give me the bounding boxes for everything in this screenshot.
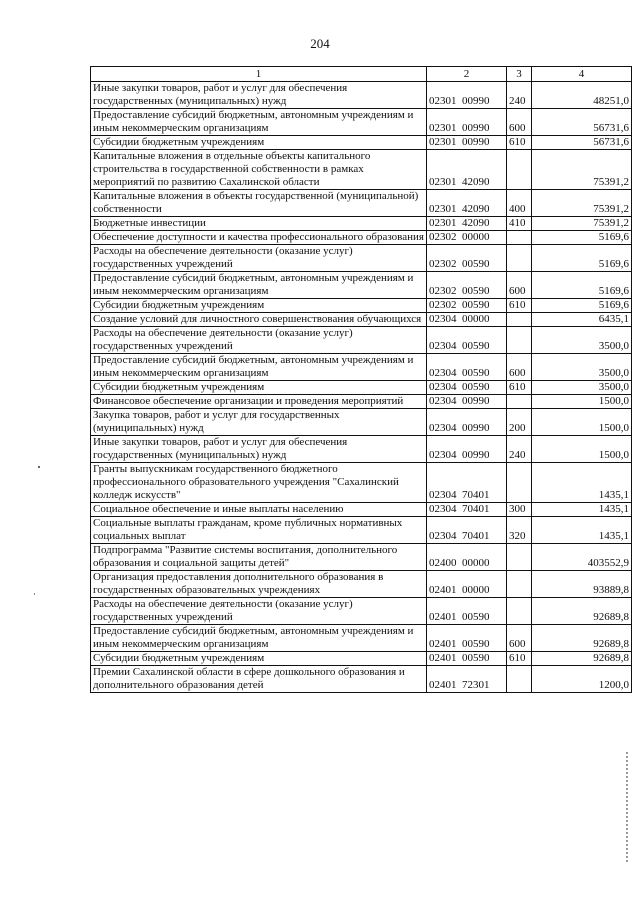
row-name: Гранты выпускникам государственного бюджетного профессионального образовательного учреждения "Сахалинский колледж искусств" <box>91 463 427 503</box>
row-code: 02401 72301 <box>427 666 507 693</box>
row-name: Закупка товаров, работ и услуг для государственных (муниципальных) нужд <box>91 409 427 436</box>
row-vr <box>507 327 532 354</box>
table-row <box>91 409 632 436</box>
row-name: Капитальные вложения в объекты государственной (муниципальной) собственности <box>91 190 427 217</box>
row-vr: 200 <box>507 409 532 436</box>
row-sum: 75391,2 <box>532 190 632 217</box>
row-sum: 1200,0 <box>532 666 632 693</box>
row-code: 02302 00590 <box>427 299 507 313</box>
row-name: Предоставление субсидий бюджетным, автономным учреждениям и иным некоммерческим организациям <box>91 625 427 652</box>
table-row <box>91 666 632 693</box>
table-row <box>91 625 632 652</box>
table-row <box>91 190 632 217</box>
table-row <box>91 231 632 245</box>
table-row <box>91 299 632 313</box>
row-name: Социальное обеспечение и иные выплаты населению <box>91 503 427 517</box>
row-name: Предоставление субсидий бюджетным, автономным учреждениям и иным некоммерческим организациям <box>91 272 427 299</box>
row-name: Организация предоставления дополнительного образования в государственных образовательных учреждениях <box>91 571 427 598</box>
row-name: Субсидии бюджетным учреждениям <box>91 652 427 666</box>
row-vr <box>507 544 532 571</box>
row-sum: 1435,1 <box>532 517 632 544</box>
row-vr: 610 <box>507 299 532 313</box>
row-code: 02401 00000 <box>427 571 507 598</box>
row-code: 02301 42090 <box>427 190 507 217</box>
row-name: Обеспечение доступности и качества профессионального образования <box>91 231 427 245</box>
row-vr: 300 <box>507 503 532 517</box>
row-sum: 3500,0 <box>532 354 632 381</box>
row-code: 02304 70401 <box>427 517 507 544</box>
header-col-3: 3 <box>507 67 532 82</box>
row-code: 02302 00590 <box>427 272 507 299</box>
row-code: 02400 00000 <box>427 544 507 571</box>
row-sum: 6435,1 <box>532 313 632 327</box>
row-code: 02301 00990 <box>427 82 507 109</box>
row-sum: 56731,6 <box>532 136 632 150</box>
row-vr: 320 <box>507 517 532 544</box>
row-sum: 5169,6 <box>532 245 632 272</box>
row-name: Подпрограмма "Развитие системы воспитания, дополнительного образования и социальной защиты детей" <box>91 544 427 571</box>
row-sum: 1500,0 <box>532 409 632 436</box>
row-vr: 600 <box>507 109 532 136</box>
row-name: Социальные выплаты гражданам, кроме публичных нормативных социальных выплат <box>91 517 427 544</box>
row-name: Предоставление субсидий бюджетным, автономным учреждениям и иным некоммерческим организациям <box>91 354 427 381</box>
table-row <box>91 503 632 517</box>
row-vr: 610 <box>507 381 532 395</box>
row-sum: 75391,2 <box>532 217 632 231</box>
row-vr <box>507 463 532 503</box>
row-vr <box>507 150 532 190</box>
row-name: Субсидии бюджетным учреждениям <box>91 381 427 395</box>
row-name: Предоставление субсидий бюджетным, автономным учреждениям и иным некоммерческим организациям <box>91 109 427 136</box>
table-row <box>91 598 632 625</box>
row-name: Иные закупки товаров, работ и услуг для обеспечения государственных (муниципальных) нужд <box>91 82 427 109</box>
table-row <box>91 272 632 299</box>
row-code: 02401 00590 <box>427 625 507 652</box>
table-row <box>91 571 632 598</box>
row-vr <box>507 231 532 245</box>
table-row <box>91 652 632 666</box>
row-sum: 75391,2 <box>532 150 632 190</box>
row-code: 02304 00000 <box>427 313 507 327</box>
row-name: Субсидии бюджетным учреждениям <box>91 299 427 313</box>
row-code: 02301 00990 <box>427 136 507 150</box>
row-vr: 600 <box>507 354 532 381</box>
row-name: Расходы на обеспечение деятельности (оказание услуг) государственных учреждений <box>91 327 427 354</box>
budget-table <box>90 66 632 693</box>
row-code: 02302 00590 <box>427 245 507 272</box>
row-name: Расходы на обеспечение деятельности (оказание услуг) государственных учреждений <box>91 598 427 625</box>
row-vr: 410 <box>507 217 532 231</box>
row-code: 02304 00590 <box>427 354 507 381</box>
row-sum: 1500,0 <box>532 436 632 463</box>
row-vr <box>507 666 532 693</box>
row-sum: 48251,0 <box>532 82 632 109</box>
row-sum: 56731,6 <box>532 109 632 136</box>
row-sum: 5169,6 <box>532 272 632 299</box>
row-vr <box>507 598 532 625</box>
table-row <box>91 517 632 544</box>
table-row <box>91 544 632 571</box>
header-row <box>91 67 632 82</box>
page-number: 204 <box>310 36 330 51</box>
row-name: Финансовое обеспечение организации и проведения мероприятий <box>91 395 427 409</box>
table-row <box>91 245 632 272</box>
row-name: Премии Сахалинской области в сфере дошкольного образования и дополнительного образования детей <box>91 666 427 693</box>
header-col-4: 4 <box>532 67 632 82</box>
table-row <box>91 436 632 463</box>
row-vr: 400 <box>507 190 532 217</box>
table-row <box>91 109 632 136</box>
row-name: Бюджетные инвестиции <box>91 217 427 231</box>
scan-edge-mark <box>626 752 630 862</box>
row-name: Иные закупки товаров, работ и услуг для обеспечения государственных (муниципальных) нужд <box>91 436 427 463</box>
header-col-1: 1 <box>91 67 427 82</box>
table-row <box>91 463 632 503</box>
table-row <box>91 136 632 150</box>
row-name: Создание условий для личностного совершенствования обучающихся <box>91 313 427 327</box>
row-sum: 403552,9 <box>532 544 632 571</box>
table-row <box>91 82 632 109</box>
table-body <box>91 82 632 693</box>
row-code: 02304 70401 <box>427 463 507 503</box>
row-name: Расходы на обеспечение деятельности (оказание услуг) государственных учреждений <box>91 245 427 272</box>
row-sum: 5169,6 <box>532 299 632 313</box>
row-code: 02304 00590 <box>427 327 507 354</box>
row-sum: 3500,0 <box>532 381 632 395</box>
row-code: 02304 00590 <box>427 381 507 395</box>
row-vr: 240 <box>507 436 532 463</box>
row-vr: 240 <box>507 82 532 109</box>
table-row <box>91 150 632 190</box>
row-vr <box>507 571 532 598</box>
row-code: 02401 00590 <box>427 598 507 625</box>
row-name: Капитальные вложения в отдельные объекты капитального строительства в государственной собственности в рамках мероприятий по развитию Сахалинской области <box>91 150 427 190</box>
row-sum: 5169,6 <box>532 231 632 245</box>
row-sum: 1435,1 <box>532 463 632 503</box>
row-sum: 92689,8 <box>532 625 632 652</box>
table-row <box>91 313 632 327</box>
row-sum: 92689,8 <box>532 598 632 625</box>
row-sum: 1435,1 <box>532 503 632 517</box>
row-code: 02304 00990 <box>427 436 507 463</box>
row-code: 02301 00990 <box>427 109 507 136</box>
row-vr: 610 <box>507 652 532 666</box>
row-sum: 93889,8 <box>532 571 632 598</box>
row-code: 02301 42090 <box>427 150 507 190</box>
row-vr: 600 <box>507 625 532 652</box>
table-row <box>91 217 632 231</box>
header-col-2: 2 <box>427 67 507 82</box>
row-code: 02304 70401 <box>427 503 507 517</box>
row-vr <box>507 245 532 272</box>
row-code: 02304 00990 <box>427 395 507 409</box>
row-name: Субсидии бюджетным учреждениям <box>91 136 427 150</box>
row-vr: 610 <box>507 136 532 150</box>
table-row <box>91 395 632 409</box>
row-code: 02301 42090 <box>427 217 507 231</box>
row-vr <box>507 395 532 409</box>
row-sum: 3500,0 <box>532 327 632 354</box>
row-sum: 92689,8 <box>532 652 632 666</box>
scan-speck <box>34 593 35 595</box>
table-row <box>91 354 632 381</box>
scan-speck <box>38 466 40 468</box>
row-sum: 1500,0 <box>532 395 632 409</box>
row-vr: 600 <box>507 272 532 299</box>
row-code: 02401 00590 <box>427 652 507 666</box>
row-code: 02302 00000 <box>427 231 507 245</box>
table-row <box>91 381 632 395</box>
table-row <box>91 327 632 354</box>
row-code: 02304 00990 <box>427 409 507 436</box>
row-vr <box>507 313 532 327</box>
